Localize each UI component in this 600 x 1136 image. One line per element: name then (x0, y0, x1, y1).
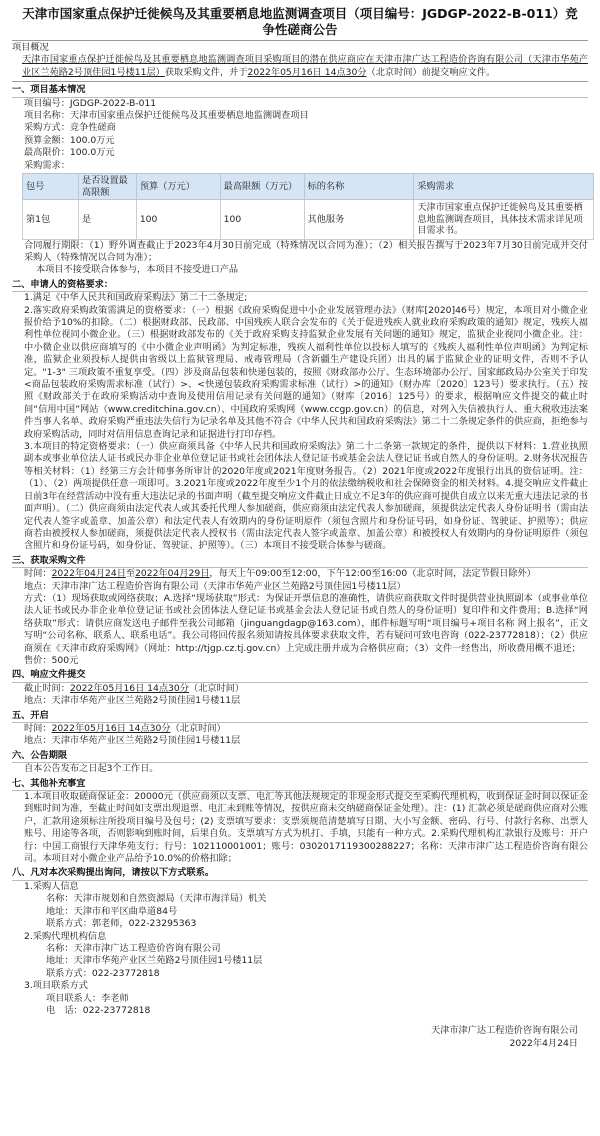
opening-time (12, 723, 588, 735)
obtain-place: 地点：天津市津广达工程造价咨询有限公司（天津市华苑产业区兰苑路2号顶佳园1号楼11层） (24, 580, 406, 592)
overview-text (12, 54, 588, 81)
obtain-time-c: ，每天上午09:00至12:00，下午12:00至16:00（北京时间，法定节假日除外） (209, 568, 536, 580)
section-7-heading: 七、其他补充事宜 (12, 777, 86, 789)
header-subject: 标的名称 (304, 174, 414, 200)
announcement-period: 自本公告发布之日起3个工作日。 (24, 763, 159, 775)
contact-title: 3.项目联系方式 (24, 980, 88, 992)
obtain-time-b: 至 (125, 568, 136, 580)
cell-demand: 天津市国家重点保护迁徙候鸟及其重要栖息地监测调查项目，具体技术需求详见项目需求书。 (414, 200, 594, 240)
overview-text-a: 天津市国家重点保护迁徙候鸟及其重要栖息地监测调查项目采购项目的潜在供应商应在天津市津广达工程造价咨询有限公司（天津市华苑产业区兰苑路2号顶佳园1号楼11层） (22, 54, 588, 78)
purchaser-phone: 联系方式：郭老师，022-23295363 (46, 918, 197, 930)
cell-package: 第1包 (23, 200, 79, 240)
qualification-2: 2.落实政府采购政策需满足的资格要求：（一）根据《政府采购促进中小企业发展管理办法》（财库[2020]46号）规定，本项目对小微企业报价给予10%的扣除。（二）根据财政部、民政部、中国残疾人联合会发布的《关于促进残疾人就业政府采购政策的通知》规定，残疾人福利性单位视同小微企业。（三）根据财政部发布的《关于政府采购支持监狱企业发展有关问题的通知》规定，监狱企业视同小微企业。注：中小微企业以供应商填写的《中小微企业声明函》为判定标准，残疾人福利性单位以投标人填写的《残疾人福利性单位声明函》为判定标准，监狱企业须投标人提供由省级以上监狱管理局、戒毒管理局（含新疆生产建设兵团）出具的属于监狱企业的证明文件，否则不予认定。"1-3" 三项政策不重复享受。（四）涉及商品包装和快递包装的，按照《财政部办公厅、生态环境部办公厅、国家邮政局办公室关于印发<商品包装政府采购需求标准（试行）>、<快递包装政府采购需求标准（试行）>的通知》（财办库〔2020〕123号）要求执行。（五）按照《财政部关于在政府采购活动中查询及使用信用记录有关问题的通知》（财库〔2016〕125号）的要求，根据响应文件提交的截止时间“信用中国”网站（www.creditchina.gov.cn）、中国政府采购网（www.ccgp.gov.cn）的信息，对列入失信被执行人、重大税收违法案件当事人名单、政府采购严重违法失信行为记录名单及其他不符合《中华人民共和国政府采购法》第二十二条规定条件的供应商，拒绝参与政府采购活动，同时对信用信息查询记录和证据进行打印存档。 (24, 304, 588, 440)
agency-address: 地址：天津市华苑产业区兰苑路2号顶佳园1号楼11层 (46, 955, 263, 967)
overview-text-b: 获取采购文件，并于 (164, 66, 248, 78)
submission-place: 地点：天津市华苑产业区兰苑路2号顶佳园1号楼11层 (24, 695, 241, 707)
obtain-time (12, 568, 588, 580)
header-limit: 最高限额（万元） (220, 174, 304, 200)
contact-person: 项目联系人：李老师 (46, 992, 129, 1004)
cell-budget: 100 (136, 200, 220, 240)
obtain-time-a: 时间： (24, 568, 52, 580)
overview-box (12, 40, 588, 82)
contract-term: 合同履行期限：（1）野外调查截止于2023年4月30日前完成（特殊情况以合同为准）；（2）相关报告撰写于2023年7月30日前完成并交付采购人（特殊情况以合同为准）； (24, 239, 588, 263)
section-6-heading: 六、公告期限 (12, 749, 68, 761)
project-number: 项目编号：JGDGP-2022-B-011 (24, 97, 157, 109)
submission-deadline (12, 683, 588, 695)
header-package: 包号 (23, 174, 79, 200)
max-price: 最高限价：100.0万元 (24, 147, 115, 159)
qualification-3: 3.本项目的特定资格要求：（一）供应商须具备《中华人民共和国政府采购法》第二十二条第一款规定的条件，提供以下材料：1.营业执照副本或事业单位法人证书或民办非企业单位登记证书或社会团体法人登记证书或基金会法人登记证书或自然人的身份证明。2.财务状况报告等相关材料：（1）经第三方会计师事务所审计的2020年度或2021年度财务报告。（2）2021年度或2022年度银行出具的资信证明。注：（1）、（2）两项提供任意一项即可。3.2021年度或2022年度至少1个月的依法缴纳税收和社会保障资金的相关材料。4.提交响应文件截止日前3年在经营活动中没有重大违法记录的书面声明（截至提交响应文件截止日成立不足3年的供应商可提供自成立以来无重大违法记录的书面声明）。（二）供应商须由法定代表人或其委托代理人参加磋商，供应商须由法定代表人参加磋商，须提供法定代表人身份证明书（需由法定代表人签字或盖章、加盖公章）和法定代表人有效期内的身份证明原件（须包含照片和身份证号码，如身份证、驾驶证、护照等）；供应商若由被授权人参加磋商，须提供法定代表人授权书（需由法定代表人签字或盖章、加盖公章）和被授权人有效期内的身份证明原件（须包含照片和身份证号码，如身份证、驾驶证、护照等）。（三）本项目不接受联合体参与磋商。 (24, 441, 588, 552)
cell-limit: 100 (220, 200, 304, 240)
purchaser-address: 地址：天津市和平区曲阜道84号 (46, 905, 178, 917)
obtain-date-end: 2022年04月29日 (135, 568, 210, 580)
cell-subject: 其他服务 (304, 200, 414, 240)
section-2-heading: 二、申请人的资格要求： (12, 278, 114, 290)
header-demand: 采购需求 (414, 174, 594, 200)
submission-deadline-value: 2022年05月16日 14点30分 (69, 682, 189, 694)
procurement-demand-label: 采购需求： (24, 159, 70, 171)
obtain-method: 方式：（1）现场获取或网络获取；A.选择“现场获取”形式：为保证开票信息的准确性，请供应商获取文件时提供营业执照副本（或事业单位法人证书或民办非企业单位登记证书或社会团体法人登记证书或基金会法人登记证书或自然人的身份证明）复印件和文件费用；B.选择“网络获取”形式：请供应商发送电子邮件至我公司邮箱（jinguangdagp@163.com），邮件标题写明“项目编号+项目名称 网上报名”，正文写明“公司名称、联系人、联系电话”。我公司将回传报名须知请按具体要求获取文件，若有疑问可致电咨询（022-23772818）；（2）供应商须在《天津市政府采购网》（网址：http://tjgp.cz.tj.gov.cn）上完成注册并成为合格供应商；（3）文件一经售出，所收费用概不退还； (24, 592, 588, 654)
overview-text-c: （北京时间）前提交响应文件。 (366, 66, 496, 78)
contact-phone: 电 话：022-23772818 (46, 1004, 151, 1016)
signature-company: 天津市津广达工程造价咨询有限公司 (431, 1025, 578, 1037)
table-row (23, 200, 594, 240)
agency-phone: 联系方式：022-23772818 (46, 967, 160, 979)
opening-time-a: 时间： (24, 723, 52, 734)
agency-title: 2.采购代理机构信息 (24, 930, 107, 942)
obtain-date-start: 2022年04月24日 (51, 568, 126, 580)
procurement-method: 采购方式：竞争性磋商 (24, 122, 116, 134)
header-has-limit: 是否设置最高限额 (78, 174, 136, 200)
page-title: 天津市国家重点保护迁徙候鸟及其重要栖息地监测调查项目（项目编号：JGDGP-2022-B-011）竞争性磋商公告 (22, 6, 578, 37)
purchaser-name: 名称：天津市规划和自然资源局（天津市海洋局）机关 (46, 893, 267, 905)
section-3-heading: 三、获取采购文件 (12, 554, 86, 566)
opening-time-value: 2022年05月16日 14点30分 (51, 723, 171, 734)
budget-amount: 预算金额：100.0万元 (24, 134, 115, 146)
opening-place: 地点：天津市华苑产业区兰苑路2号顶佳园1号楼11层 (24, 735, 241, 747)
consortium-note: 本项目不接受联合体参与，本项目不接受进口产品 (36, 264, 239, 276)
purchaser-title: 1.采购人信息 (24, 880, 79, 892)
submission-deadline-b: （北京时间） (188, 682, 245, 694)
section-4-heading: 四、响应文件提交 (12, 669, 86, 681)
project-name: 项目名称：天津市国家重点保护迁徙候鸟及其重要栖息地监测调查项目 (24, 110, 309, 122)
signature-date: 2022年4月24日 (509, 1037, 578, 1049)
header-budget: 预算（万元） (136, 174, 220, 200)
qualification-1: 1.满足《中华人民共和国政府采购法》第二十二条规定; (24, 292, 248, 304)
overview-label: 项目概况 (12, 42, 49, 53)
document-price: 售价：500元 (24, 654, 79, 666)
supplementary-info: 1.本项目收取磋商保证金：20000元（供应商须以支票、电汇等其他法规规定的非现金形式提交至采购代理机构，收到保证金时间以保证金到账时间为准，至截止时间如支票出现退票、电汇未到账等情况，按供应商未交纳磋商保证金处理）。注：(1) 汇款必须是磋商供应商对公账户，汇款用途须标注所投项目编号及包号；(2) 支票填写要求：支票须规范清楚填写日期、大小写金额、密码、行号、付款行名称、出票人账号、用途等各项，否则影响到账时间，后果自负。支票填写方式为机打、手填，只能有一种方式。2.采购代理机构汇款银行及账号：开户行：中国工商银行天津华苑支行；行号：102110001001；账号：0302017119300288227；名称：天津市津广达工程造价咨询有限公司。本项目对小微企业产品给予10.0%的价格扣除； (24, 791, 588, 865)
overview-deadline: 2022年05月16日 14点30分 (247, 66, 367, 78)
agency-name: 名称：天津市津广达工程造价咨询有限公司 (46, 942, 221, 954)
section-5-heading: 五、开启 (12, 709, 49, 721)
opening-time-b: （北京时间） (170, 723, 226, 734)
cell-has-limit: 是 (78, 200, 136, 240)
section-8-heading: 八、凡对本次采购提出询问，请按以下方式联系。 (12, 867, 215, 879)
section-1-heading: 一、项目基本情况 (12, 84, 86, 96)
table-header-row (23, 174, 594, 200)
submission-deadline-a: 截止时间： (24, 682, 70, 694)
package-table (22, 173, 594, 240)
